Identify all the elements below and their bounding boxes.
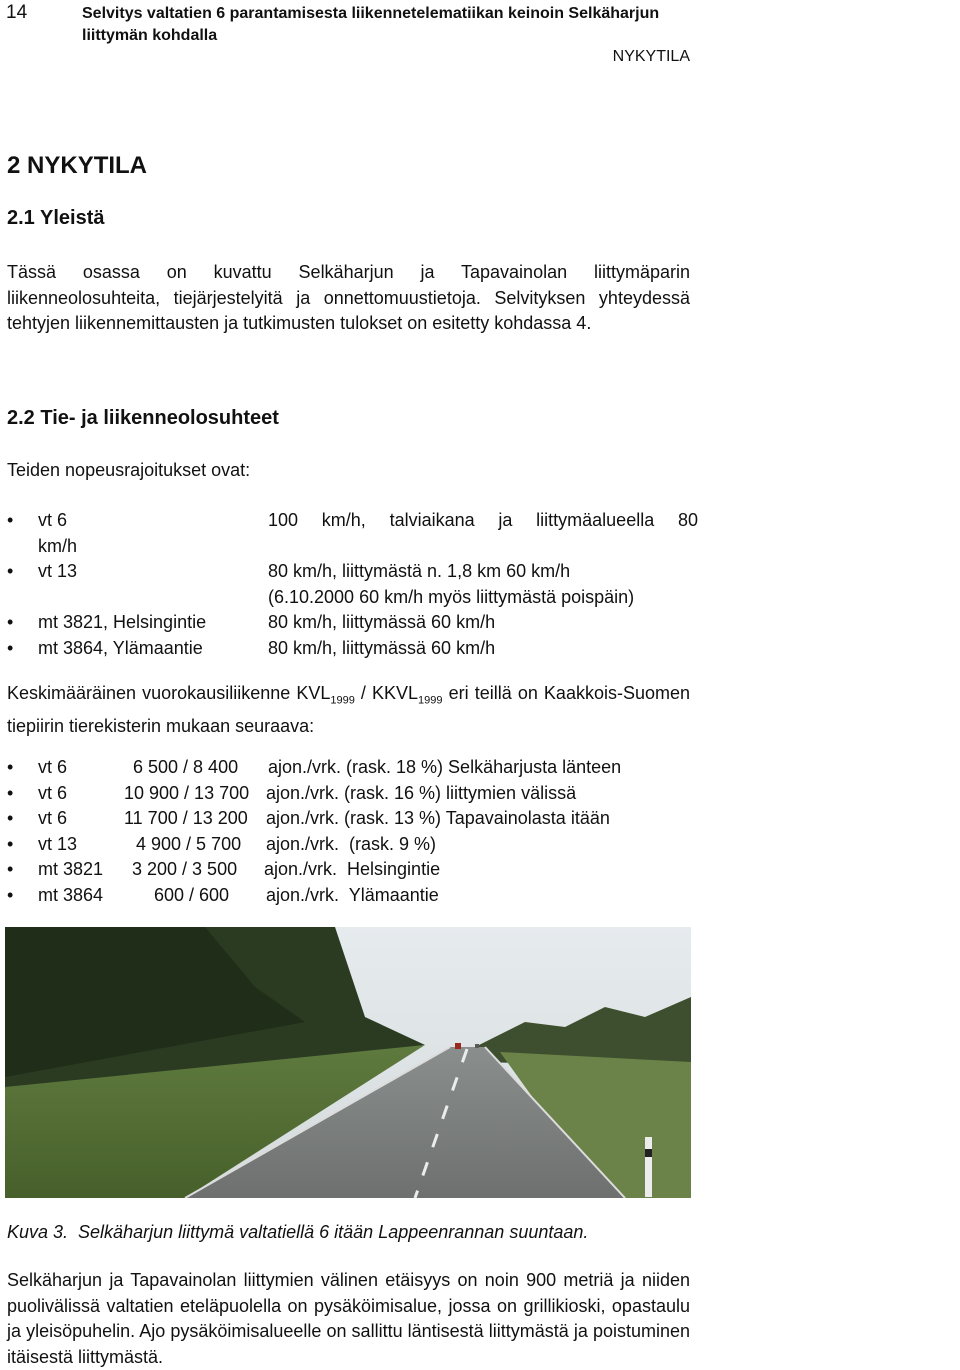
kvl-post: eri teillä on Kaakkois-Suomen tiepiirin tierekisterin mukaan seuraava:	[7, 683, 690, 737]
traffic-volume: 600 / 600	[154, 884, 230, 905]
road-name: mt 3821	[38, 859, 104, 879]
list-item-continued	[7, 585, 690, 611]
kvl-mid: / KKVL	[354, 683, 419, 703]
speed-limits-intro: Teiden nopeusrajoitukset ovat:	[7, 460, 251, 480]
list-item	[7, 636, 690, 662]
road-name: vt 6	[38, 808, 68, 828]
list-item	[7, 781, 690, 807]
speed-limit-text: 80 km/h, liittymässä 60 km/h	[268, 612, 496, 632]
traffic-volume: 11 700 / 13 200	[124, 808, 248, 828]
kvl-pre: Keskimääräinen vuorokausiliikenne KVL	[7, 683, 331, 703]
section-heading-2-2: 2.2 Tie- ja liikenneolosuhteet	[7, 407, 279, 429]
speed-limit-text-cont: (6.10.2000 60 km/h myös liittymästä poispäin)	[268, 586, 635, 607]
traffic-details: ajon./vrk. Ylämaantie	[266, 884, 439, 905]
road-name: vt 6	[38, 757, 68, 777]
list-item-continued	[7, 534, 690, 560]
road-photo	[5, 927, 691, 1198]
road-name: vt 6	[38, 510, 68, 530]
kkvl-year: 1999	[418, 694, 443, 707]
traffic-details: ajon./vrk. (rask. 16 %) liittymien välissä	[266, 782, 577, 803]
road-name: vt 13	[38, 561, 78, 581]
road-name: mt 3864, Ylämaantie	[38, 637, 203, 658]
list-item	[7, 883, 690, 909]
list-item	[7, 559, 690, 585]
speed-limit-text: 80 km/h, liittymässä 60 km/h	[268, 637, 496, 658]
section-2-1-body: Tässä osassa on kuvattu Selkäharjun ja Tapavainolan liittymäparin liikenneolosuhteita, tiejärjestelyitä ja onnettomuustietoja. Selvityksen yhteydessä tehtyjen liikennemittausten ja tutkimusten tulokset on esitetty kohdassa 4.	[7, 262, 690, 333]
list-item	[7, 857, 690, 883]
section-heading-2-1: 2.1 Yleistä	[7, 207, 105, 229]
list-item	[7, 508, 698, 534]
traffic-details: ajon./vrk. (rask. 13 %) Tapavainolasta itään	[266, 808, 610, 828]
speed-limit-text: 80 km/h, liittymästä n. 1,8 km 60 km/h	[268, 561, 571, 581]
chapter-heading: 2 NYKYTILA	[7, 152, 148, 179]
road-name: mt 3864	[38, 884, 104, 905]
speed-limit-text: 100 km/h, talviaikana ja liittymäalueella 80	[268, 510, 698, 530]
traffic-volume: 3 200 / 3 500	[132, 859, 238, 879]
list-item	[7, 832, 690, 858]
closing-paragraph: Selkäharjun ja Tapavainolan liittymien välinen etäisyys on noin 900 metriä ja niiden puolivälissä valtatien eteläpuolella on pysäköimisalue, jossa on grillikioski, opastaulu ja yleisöpuhelin. Ajo pysäköimisalueelle on sallittu läntisestä liittymästä ja poistuminen itäisestä liittymästä.	[7, 1270, 690, 1367]
kvl-paragraph	[7, 681, 690, 740]
road-name: vt 6	[38, 782, 68, 803]
speed-limit-text-cont: km/h	[38, 535, 78, 556]
traffic-volume: 10 900 / 13 700	[124, 782, 250, 803]
list-item	[7, 755, 690, 781]
running-title: Selvitys valtatien 6 parantamisesta liikennetelematiikan keinoin Selkäharjun liittymän kohdalla	[82, 5, 660, 44]
road-name: mt 3821, Helsingintie	[38, 612, 207, 632]
kvl-year: 1999	[330, 694, 355, 707]
figure-caption: Kuva 3. Selkäharjun liittymä valtatiellä 6 itään Lappeenrannan suuntaan.	[7, 1222, 589, 1242]
traffic-details: ajon./vrk. (rask. 18 %) Selkäharjusta länteen	[268, 757, 622, 777]
traffic-volume: 4 900 / 5 700	[136, 833, 242, 854]
traffic-volume: 6 500 / 8 400	[133, 757, 239, 777]
road-name: vt 13	[38, 833, 78, 854]
traffic-details: ajon./vrk. Helsingintie	[264, 859, 441, 879]
running-section: NYKYTILA	[612, 48, 690, 65]
traffic-details: ajon./vrk. (rask. 9 %)	[266, 833, 437, 854]
road-photo-illustration	[5, 927, 691, 1198]
list-item	[7, 610, 690, 636]
speed-limit-list	[7, 508, 698, 661]
traffic-volume-list	[7, 755, 690, 908]
page-number: 14	[6, 2, 28, 23]
list-item	[7, 806, 690, 832]
